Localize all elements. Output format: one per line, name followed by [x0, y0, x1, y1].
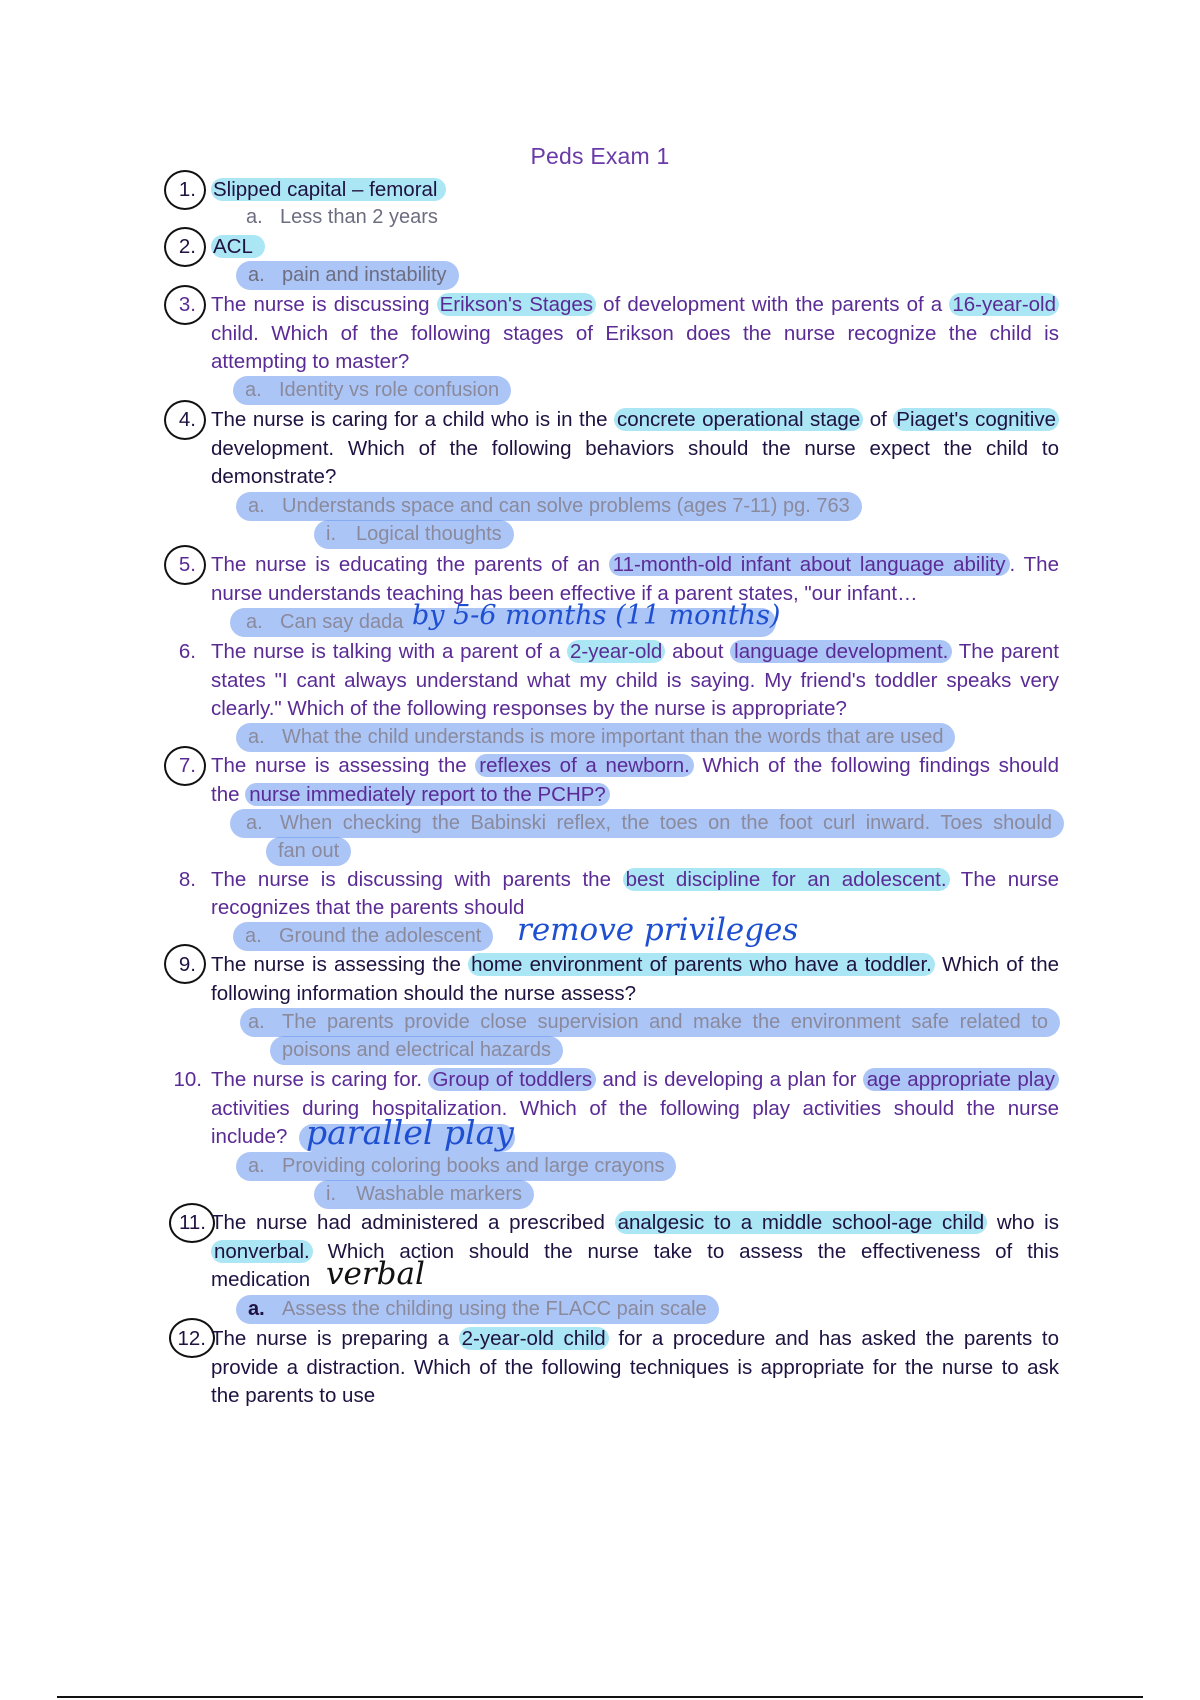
- handwritten-note-11: verbal: [326, 1256, 425, 1292]
- question-5-line-1: The nurse is educating the parents of an 11-month-old infant about language ability . The: [211, 553, 1059, 576]
- answer-3a: a. Identity vs role confusion: [233, 376, 511, 405]
- question-6-line-1: The nurse is talking with a parent of a 2-year-old about language development. The parent: [211, 640, 1059, 663]
- handwritten-note-5: by 5-6 months (11 months): [412, 600, 781, 631]
- question-number-12: 12.: [177, 1327, 206, 1350]
- answer-4a: a. Understands space and can solve problems (ages 7-11) pg. 763: [236, 492, 862, 521]
- question-number-2: 2.: [178, 235, 196, 258]
- question-10-line-3: include?: [211, 1123, 1059, 1152]
- answer-7a: a. When checking the Babinski reflex, the toes on the foot curl inward. Toes should: [230, 809, 1064, 838]
- question-8-line-2: recognizes that the parents should: [211, 896, 525, 919]
- question-1: [211, 176, 1059, 205]
- question-3-line-3: attempting to master?: [211, 350, 410, 373]
- question-6-line-3: clearly." Which of the following responses by the nurse is appropriate?: [211, 697, 847, 720]
- question-11-line-3: medication: [211, 1268, 311, 1291]
- answer-8a: a. Ground the adolescent: [233, 922, 493, 951]
- answer-10a: a. Providing coloring books and large crayons: [236, 1152, 676, 1181]
- question-6-line-2: states "I cant always understand what my child is saying. My friend's toddler speaks very: [211, 669, 1059, 692]
- question-8-line-1: The nurse is discussing with parents the best discipline for an adolescent. The nurse: [211, 868, 1059, 891]
- question-number-5: 5.: [178, 553, 196, 576]
- question-11-line-1: The nurse had administered a prescribed analgesic to a middle school-age child who is: [211, 1211, 1059, 1234]
- question-9-line-1: The nurse is assessing the home environment of parents who have a toddler. Which of the: [211, 953, 1060, 976]
- question-10-line-2: activities during hospitalization. Which of the following play activities should the nurse: [211, 1097, 1059, 1120]
- handwritten-note-10: parallel play: [306, 1113, 514, 1152]
- question-3-line-2: child. Which of the following stages of Erikson does the nurse recognize the child is: [211, 322, 1059, 345]
- question-number-7: 7.: [178, 754, 196, 777]
- question-3-line-1: The nurse is discussing Erikson's Stages of development with the parents of a 16-year-old: [211, 291, 1059, 320]
- question-12-line-3: the parents to use: [211, 1384, 376, 1407]
- question-12-line-1: The nurse is preparing a 2-year-old child for a procedure and has asked the parents to: [211, 1327, 1059, 1350]
- question-4-line-3: demonstrate?: [211, 465, 337, 488]
- answer-9a-continued: poisons and electrical hazards: [270, 1036, 563, 1065]
- question-number-6: 6.: [178, 640, 196, 663]
- answer-2a: a. pain and instability: [236, 261, 459, 290]
- answer-9a: a. The parents provide close supervision and make the environment safe related to: [240, 1008, 1060, 1037]
- question-11-line-2: nonverbal. Which action should the nurse take to assess the effectiveness of this: [211, 1238, 1059, 1267]
- answer-10a-i: i. Washable markers: [314, 1180, 534, 1209]
- answer-1a: a. Less than 2 years: [246, 206, 438, 228]
- question-number-9: 9.: [178, 953, 196, 976]
- question-number-4: 4.: [178, 408, 196, 431]
- answer-4a-i: i. Logical thoughts: [314, 520, 514, 549]
- answer-11a: a. Assess the childing using the FLACC pain scale: [236, 1295, 719, 1324]
- question-5-line-2: nurse understands teaching has been effective if a parent states, "our infant…: [211, 582, 918, 605]
- question-number-1: 1.: [178, 178, 196, 201]
- answer-5a: a. Can say dada: [230, 608, 776, 637]
- question-12-line-2: provide a distraction. Which of the following techniques is appropriate for the nurse to ask: [211, 1356, 1059, 1379]
- handwritten-note-8: remove privileges: [517, 912, 799, 948]
- question-2-text: ACL: [211, 235, 265, 258]
- bottom-rule: [57, 1696, 1143, 1698]
- page-title: Peds Exam 1: [530, 143, 670, 169]
- question-2: [211, 233, 1059, 262]
- question-number-10: 10.: [173, 1068, 202, 1091]
- question-9-line-2: following information should the nurse assess?: [211, 982, 637, 1005]
- question-1-text: Slipped capital – femoral: [211, 178, 446, 201]
- question-7-line-2: the nurse immediately report to the PCHP?: [211, 781, 1059, 810]
- question-7-line-1: The nurse is assessing the reflexes of a newborn. Which of the following findings should: [211, 754, 1060, 777]
- question-4-line-2: development. Which of the following behaviors should the nurse expect the child to: [211, 437, 1059, 460]
- question-number-8: 8.: [178, 868, 196, 891]
- answer-6a: a. What the child understands is more important than the words that are used: [236, 723, 955, 752]
- question-4-line-1: The nurse is caring for a child who is in the concrete operational stage of Piaget's cognitive: [211, 406, 1059, 435]
- question-number-3: 3.: [178, 293, 196, 316]
- question-number-11: 11.: [179, 1211, 206, 1234]
- answer-7a-continued: fan out: [266, 837, 351, 866]
- question-10-line-1: The nurse is caring for. Group of toddlers and is developing a plan for age appropriate play: [211, 1066, 1059, 1095]
